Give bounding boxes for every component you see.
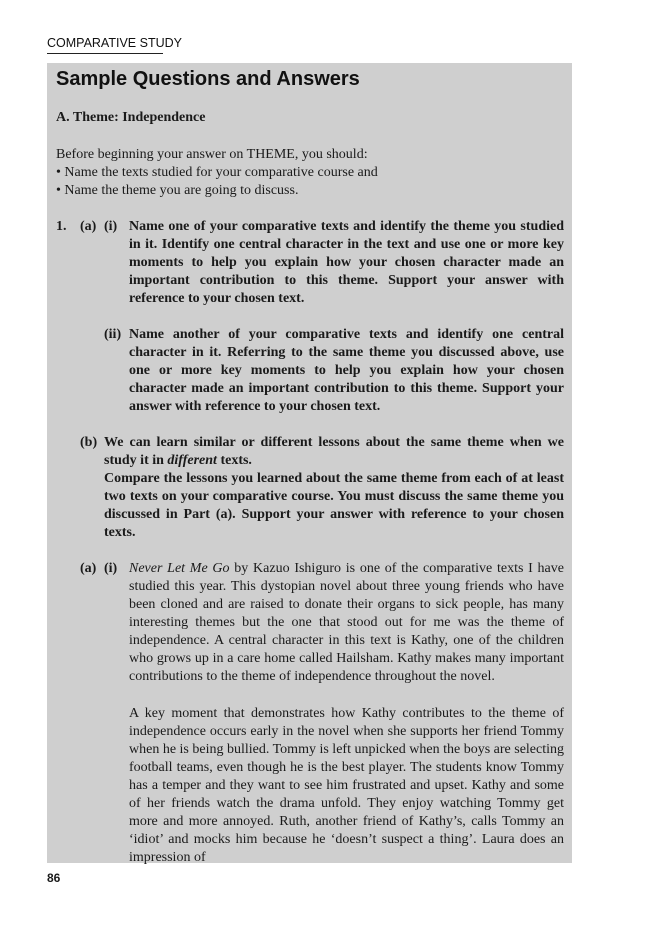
intro-lead: Before beginning your answer on THEME, you should:: [56, 147, 368, 162]
question-b-text-start: We can learn similar or different lessons about the same theme when we study it in: [104, 435, 564, 468]
question-b-text-2: Compare the lessons you learned about the same theme from each of at least two texts on your comparative course. You must discuss the same theme you discussed in Part (a). Support your answer with reference to your chosen texts.: [104, 471, 564, 540]
running-head: COMPARATIVE STUDY: [47, 36, 182, 50]
running-head-rule: [47, 53, 163, 54]
question-b-text-end: texts.: [216, 453, 252, 468]
question-a-ii-text: Name another of your comparative texts and identify one central character in it. Referring to the same theme you discussed above, use one or more key moments to help you explain how your chosen character made an important contribution to this theme. Support your answer with reference to your chosen text.: [129, 327, 564, 414]
page-number: 86: [47, 871, 61, 885]
question-b-emphasis: different: [167, 453, 217, 468]
question-a-i-text: Name one of your comparative texts and identify the theme you studied in it. Identify one central character in the text and use one or more key moments to help you explain how your chosen character made an important contribution to this theme. Support your answer with reference to your chosen text.: [129, 219, 564, 306]
page-title: Sample Questions and Answers: [56, 68, 360, 90]
section-heading: A. Theme: Independence: [56, 110, 206, 125]
intro-bullet: • Name the texts studied for your comparative course and: [56, 165, 378, 180]
question-part-i-label: (i): [104, 219, 118, 234]
question-part-ii-label: (ii): [104, 327, 122, 342]
answer-paragraph-1: [129, 560, 564, 686]
answer-paragraph-2: A key moment that demonstrates how Kathy contributes to the theme of independence occurs early in the novel when she supports her friend Tommy when he is being bullied. Tommy is left unpicked when the boys are selecting football teams, even though he is the best player. The students know Tommy has a temper and they want to see him frustrated and upset. Kathy and some of her friends watch the drama unfold. They enjoy watching Tommy get more and more annoyed. Ruth, another friend of Kathy’s, calls Tommy an ‘idiot’ and mocks him because he ‘doesn’t suspect a thing’. Laura does an impression of: [129, 706, 564, 865]
answer-part-a-label: (a): [80, 561, 97, 576]
answer-part-i-label: (i): [104, 561, 118, 576]
intro: [56, 146, 556, 200]
answer-paragraph-1-text: by Kazuo Ishiguro is one of the comparative texts I have studied this year. This dystopian novel about three young friends who have been cloned and are raised to donate their organs to sick people, has many interesting themes but the one that stood out for me was the theme of independence. A central character in this text is Kathy, one of the children who grows up in a care home called Hailsham. Kathy makes many important contributions to the theme of independence throughout the novel.: [129, 561, 564, 684]
intro-bullet: • Name the theme you are going to discuss.: [56, 183, 299, 198]
question-number: 1.: [56, 219, 67, 234]
question-part-a-label: (a): [80, 219, 97, 234]
question-part-b-label: (b): [80, 435, 98, 450]
book-title: Never Let Me Go: [129, 561, 230, 576]
question-b-text: [104, 434, 564, 470]
